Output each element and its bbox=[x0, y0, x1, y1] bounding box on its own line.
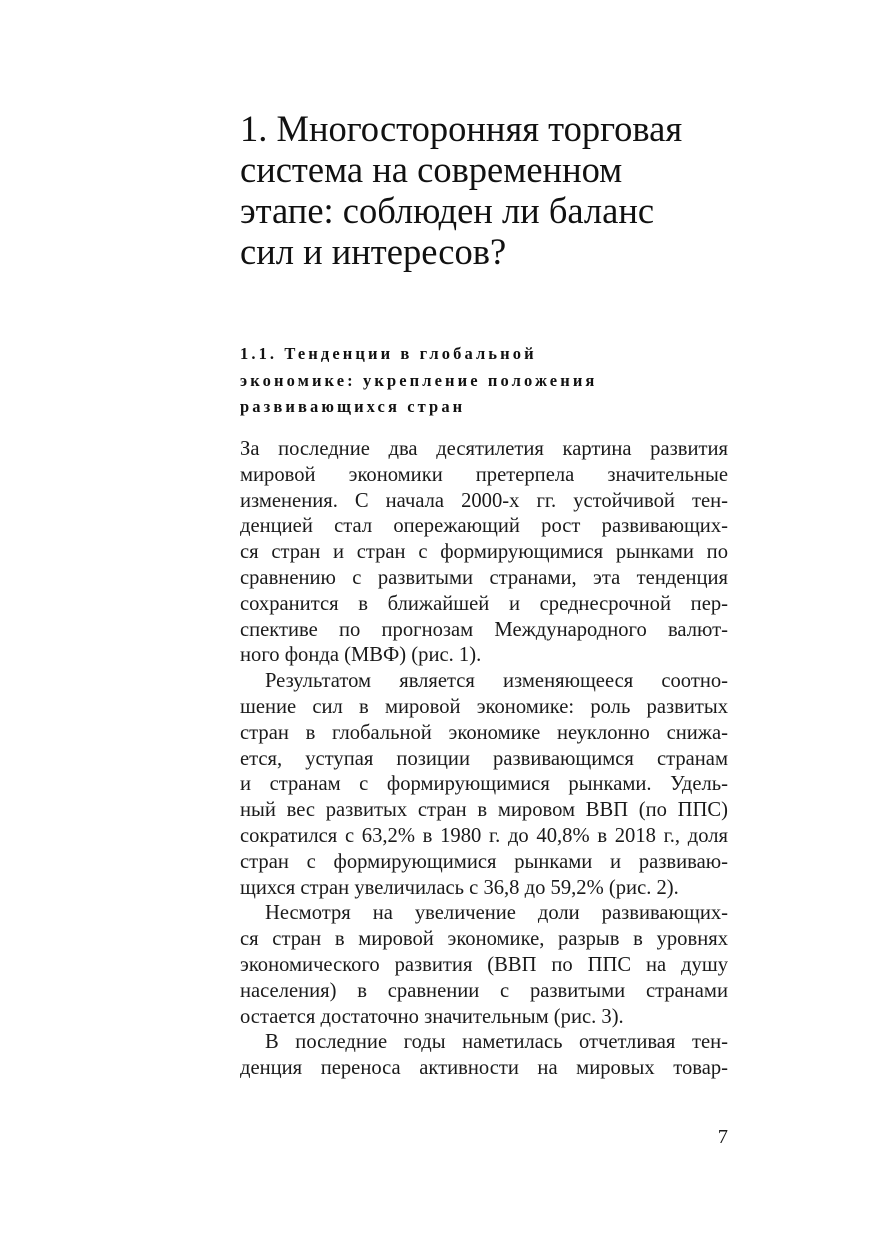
paragraph-4 bbox=[240, 1030, 728, 1082]
text-line: стран с формирующимися рынками и развиваю- bbox=[240, 850, 728, 873]
section-title bbox=[240, 341, 740, 421]
text-line: щихся стран увеличилась с 36,8 до 59,2% (рис. 2). bbox=[240, 876, 679, 899]
text-line: сохранится в ближайшей и среднесрочной пер- bbox=[240, 592, 728, 615]
page-number: 7 bbox=[717, 1126, 728, 1148]
paragraph-1 bbox=[240, 437, 728, 669]
section-title-line: экономике: укрепление положения bbox=[240, 370, 598, 390]
paragraph-3 bbox=[240, 901, 728, 1030]
text-line: экономического развития (ВВП по ППС на душу bbox=[240, 953, 728, 976]
body-text bbox=[240, 437, 728, 1082]
chapter-title-line: 1. Многосторонняя торговая bbox=[240, 108, 683, 149]
text-line: спективе по прогнозам Международного валют- bbox=[240, 618, 728, 641]
section-title-line: 1.1. Тенденции в глобальной bbox=[240, 344, 537, 363]
text-line: ного фонда (МВФ) (рис. 1). bbox=[240, 644, 482, 667]
text-line: сократился с 63,2% в 1980 г. до 40,8% в 2018 г., доля bbox=[240, 824, 728, 847]
text-line: ный вес развитых стран в мировом ВВП (по ППС) bbox=[240, 799, 728, 822]
text-line: ется, уступая позиции развивающимся странам bbox=[240, 747, 728, 770]
text-line: остается достаточно значительным (рис. 3). bbox=[240, 1005, 624, 1028]
text-line: Результатом является изменяющееся соотно- bbox=[265, 670, 728, 693]
text-line: В последние годы наметилась отчетливая тен- bbox=[265, 1031, 728, 1054]
text-line: ся стран и стран с формирующимися рынками по bbox=[240, 541, 728, 564]
chapter-title bbox=[240, 108, 760, 272]
paragraph-2 bbox=[240, 669, 728, 901]
text-line: денцией стал опережающий рост развивающих- bbox=[240, 515, 728, 538]
text-line: Несмотря на увеличение доли развивающих- bbox=[265, 902, 728, 925]
text-line: стран в глобальной экономике неуклонно снижа- bbox=[240, 721, 728, 744]
text-line: населения) в сравнении с развитыми странами bbox=[240, 979, 728, 1002]
text-line: шение сил в мировой экономике: роль развитых bbox=[240, 695, 728, 718]
text-line: мировой экономики претерпела значительные bbox=[240, 463, 728, 486]
text-line: За последние два десятилетия картина развития bbox=[240, 438, 728, 460]
text-line: сравнению с развитыми странами, эта тенденция bbox=[240, 566, 728, 589]
chapter-title-line: этапе: соблюден ли баланс bbox=[240, 190, 655, 231]
text-line: и странам с формирующимися рынками. Удель- bbox=[240, 773, 728, 796]
text-line: изменения. С начала 2000-х гг. устойчивой тен- bbox=[240, 489, 728, 512]
text-line: денция переноса активности на мировых товар- bbox=[240, 1057, 728, 1080]
chapter-title-line: система на современном bbox=[240, 149, 623, 190]
section-title-line: развивающихся стран bbox=[240, 397, 466, 416]
chapter-title-line: сил и интересов? bbox=[240, 231, 507, 272]
text-line: ся стран в мировой экономике, разрыв в уровнях bbox=[240, 928, 728, 951]
